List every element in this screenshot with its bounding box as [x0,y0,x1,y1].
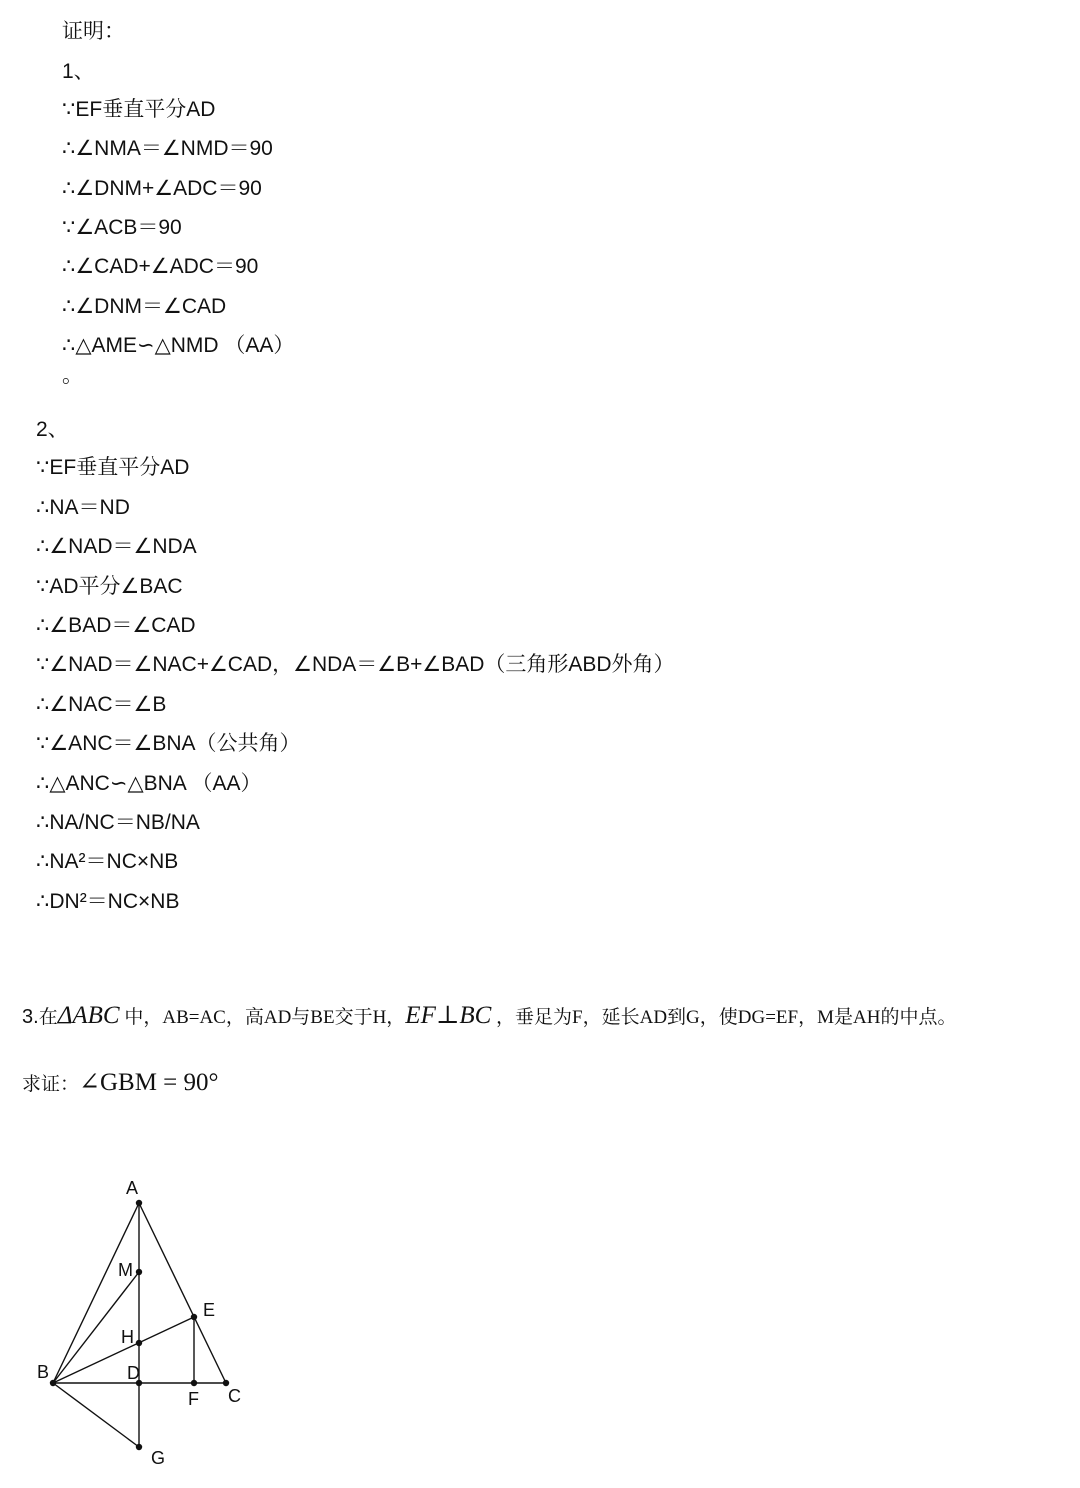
label-g: G [151,1448,166,1468]
point-e [191,1314,197,1320]
angle-gbm-math: ∠GBM = 90° [79,1069,219,1096]
point-a [136,1200,142,1206]
label-m: M [118,1260,133,1280]
proof-line: ∴△ANC∽△BNA （AA） [36,772,262,795]
proof-line: ∴∠BAD＝∠CAD [36,614,196,637]
proof-line: ∴NA/NC＝NB/NA [36,811,200,834]
point-f [191,1380,197,1386]
label-c: C [228,1386,241,1406]
proof-line: ∴∠NAD＝∠NDA [36,535,197,558]
prove-label: 求证： [22,1074,80,1095]
label-a: A [126,1178,139,1198]
proof-heading: 证明： [62,20,125,43]
cutoff-punctuation: 。 [62,364,83,387]
proof-line: ∴∠DNM＝∠CAD [62,295,227,318]
segment-ab [53,1203,139,1383]
segment-ac [139,1203,226,1383]
proof-line: ∴NA²＝NC×NB [36,850,179,873]
proof-2-number: 2、 [36,418,69,441]
triangle-abc-math: ΔABC [57,1002,120,1029]
point-g [136,1444,142,1450]
proof-line: ∴DN²＝NC×NB [36,890,180,913]
ef-perp-bc-math: EF⊥BC [405,1002,492,1029]
label-e: E [203,1300,216,1320]
label-h: H [121,1327,134,1347]
point-h [136,1340,142,1346]
geometry-figure [0,1160,300,1480]
proof-line: ∴∠DNM+∠ADC＝90 [62,177,262,200]
proof-line: ∴∠CAD+∠ADC＝90 [62,255,259,278]
proof-line: ∵AD平分∠BAC [36,575,183,598]
proof-line: ∴∠NAC＝∠B [36,693,167,716]
problem-3-statement [22,1001,956,1033]
segment-bg [53,1383,139,1447]
proof-line: ∴NA＝ND [36,496,130,519]
proof-line: ∵EF垂直平分AD [62,98,216,121]
point-b [50,1380,56,1386]
proof-line: ∵∠NAD＝∠NAC+∠CAD，∠NDA＝∠B+∠BAD（三角形ABD外角） [36,653,675,676]
point-m [136,1269,142,1275]
label-d: D [127,1363,140,1383]
proof-1-number: 1、 [62,60,95,83]
problem-text: 中，AB=AC，高AD与BE交于H， [124,1007,406,1028]
proof-line: ∴△AME∽△NMD （AA） [62,334,295,357]
proof-line: ∵∠ACB＝90 [62,216,182,239]
proof-line: ∵EF垂直平分AD [36,456,190,479]
proof-line: ∵∠ANC＝∠BNA（公共角） [36,732,301,755]
label-b: B [37,1362,50,1382]
proof-line: ∴∠NMA＝∠NMD＝90 [62,137,273,160]
label-f: F [188,1389,199,1409]
problem-text: ，垂足为F，延长AD到G，使DG=EF，M是AH的中点。 [496,1007,957,1028]
prove-statement [22,1068,219,1100]
problem-text: 在 [38,1007,58,1028]
problem-number: 3. [22,1006,39,1028]
